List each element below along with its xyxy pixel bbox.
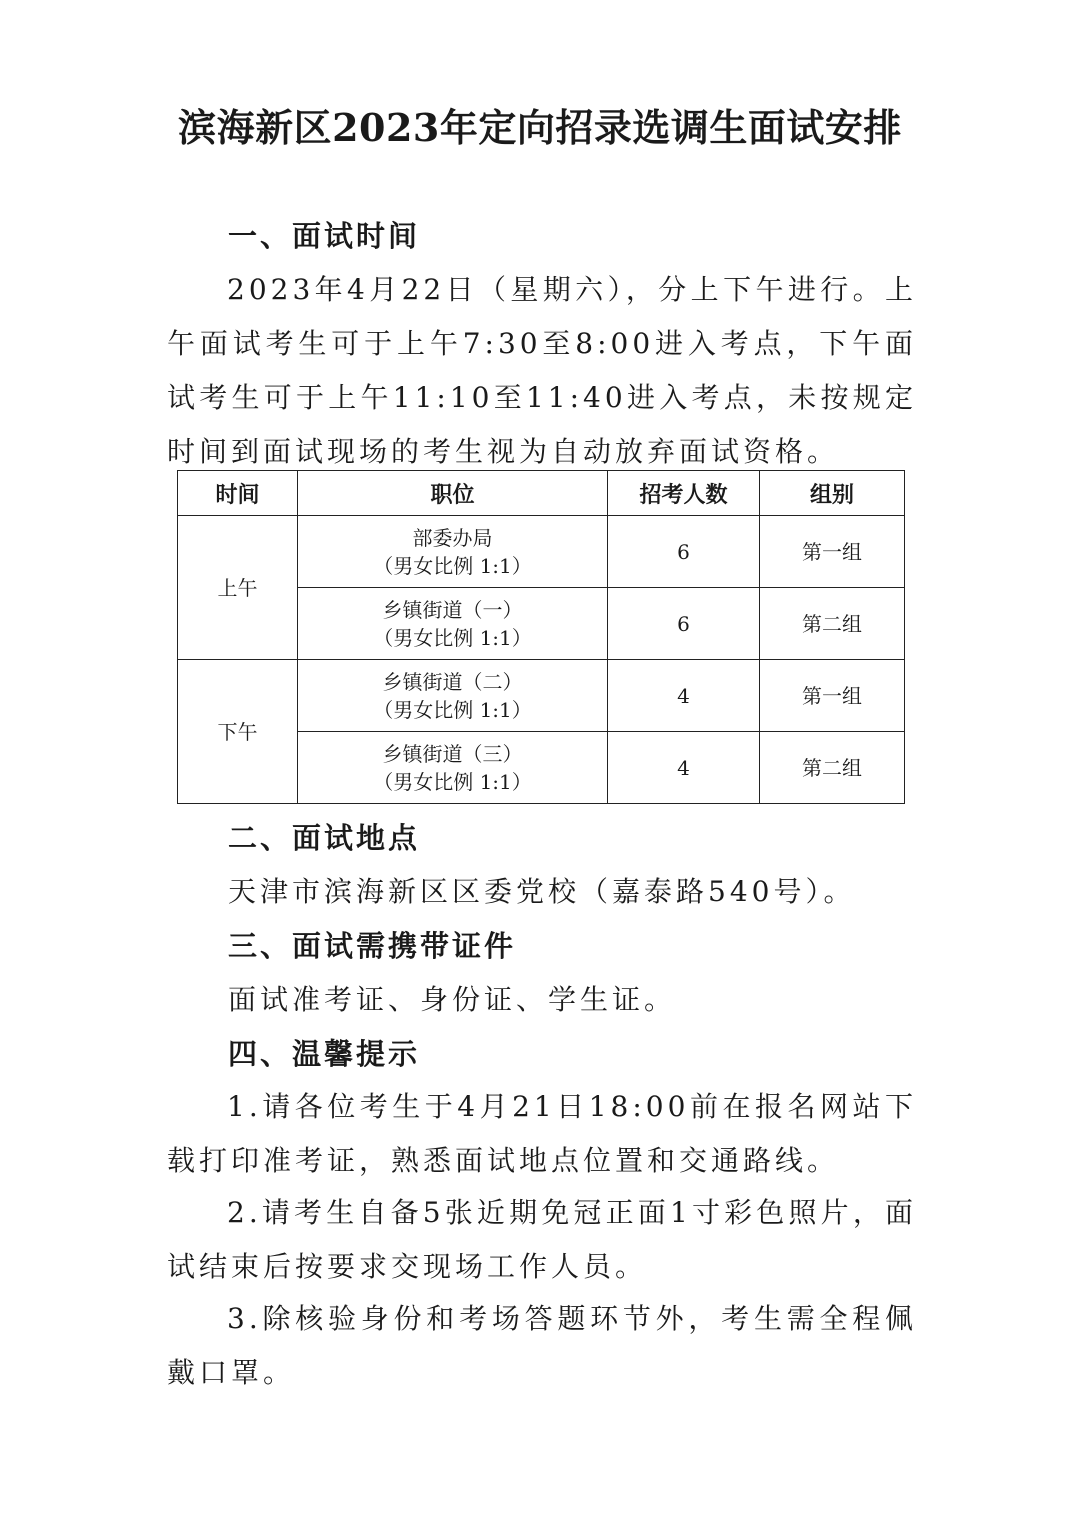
group-cell: 第一组 bbox=[760, 516, 905, 588]
position-ratio: （男女比例 1:1） bbox=[373, 697, 532, 722]
position-name: 乡镇街道（二） bbox=[382, 669, 523, 694]
count-cell: 6 bbox=[608, 516, 760, 588]
position-ratio: （男女比例 1:1） bbox=[373, 553, 532, 578]
interview-schedule-table bbox=[177, 470, 905, 804]
position-name: 乡镇街道（一） bbox=[382, 597, 523, 622]
required-documents-text: 面试准考证、身份证、学生证。 bbox=[228, 983, 677, 1016]
count-cell: 4 bbox=[608, 732, 760, 804]
position-name: 部委办局 bbox=[412, 525, 493, 550]
header-time: 时间 bbox=[178, 471, 298, 516]
position-cell bbox=[298, 732, 608, 804]
count-cell: 6 bbox=[608, 588, 760, 660]
interview-location-text: 天津市滨海新区区委党校（嘉泰路540号）。 bbox=[228, 875, 856, 908]
group-cell: 第一组 bbox=[760, 660, 905, 732]
position-name: 乡镇街道（三） bbox=[382, 741, 523, 766]
section-heading-required-documents: 三、面试需携带证件 bbox=[228, 929, 517, 963]
reminder-item: 2.请考生自备5张近期免冠正面1寸彩色照片，面试结束后按要求交现场工作人员。 bbox=[167, 1196, 917, 1283]
position-cell bbox=[298, 660, 608, 732]
table-row bbox=[178, 516, 905, 588]
header-position: 职位 bbox=[298, 471, 608, 516]
table-header-row bbox=[178, 471, 905, 516]
position-cell bbox=[298, 516, 608, 588]
section-heading-interview-time: 一、面试时间 bbox=[228, 219, 421, 253]
header-group: 组别 bbox=[760, 471, 905, 516]
section-heading-interview-location: 二、面试地点 bbox=[228, 821, 421, 855]
position-ratio: （男女比例 1:1） bbox=[373, 769, 532, 794]
header-count: 招考人数 bbox=[608, 471, 760, 516]
reminder-item: 1.请各位考生于4月21日18:00前在报名网站下载打印准考证，熟悉面试地点位置和交通路线。 bbox=[167, 1090, 917, 1177]
document-title: 滨海新区2023年定向招录选调生面试安排 bbox=[178, 105, 902, 150]
time-cell-morning: 上午 bbox=[178, 516, 298, 660]
position-ratio: （男女比例 1:1） bbox=[373, 625, 532, 650]
interview-time-paragraph: 2023年4月22日（星期六），分上下午进行。上午面试考生可于上午7:30至8:00进入考点，下午面试考生可于上午11:10至11:40进入考点，未按规定时间到面试现场的考生视为自动放弃面试资格。 bbox=[167, 273, 917, 468]
group-cell: 第二组 bbox=[760, 588, 905, 660]
count-cell: 4 bbox=[608, 660, 760, 732]
section-heading-reminders: 四、温馨提示 bbox=[228, 1037, 421, 1071]
time-cell-afternoon: 下午 bbox=[178, 660, 298, 804]
position-cell bbox=[298, 588, 608, 660]
table-row bbox=[178, 660, 905, 732]
reminder-item: 3.除核验身份和考场答题环节外，考生需全程佩戴口罩。 bbox=[167, 1302, 917, 1389]
group-cell: 第二组 bbox=[760, 732, 905, 804]
